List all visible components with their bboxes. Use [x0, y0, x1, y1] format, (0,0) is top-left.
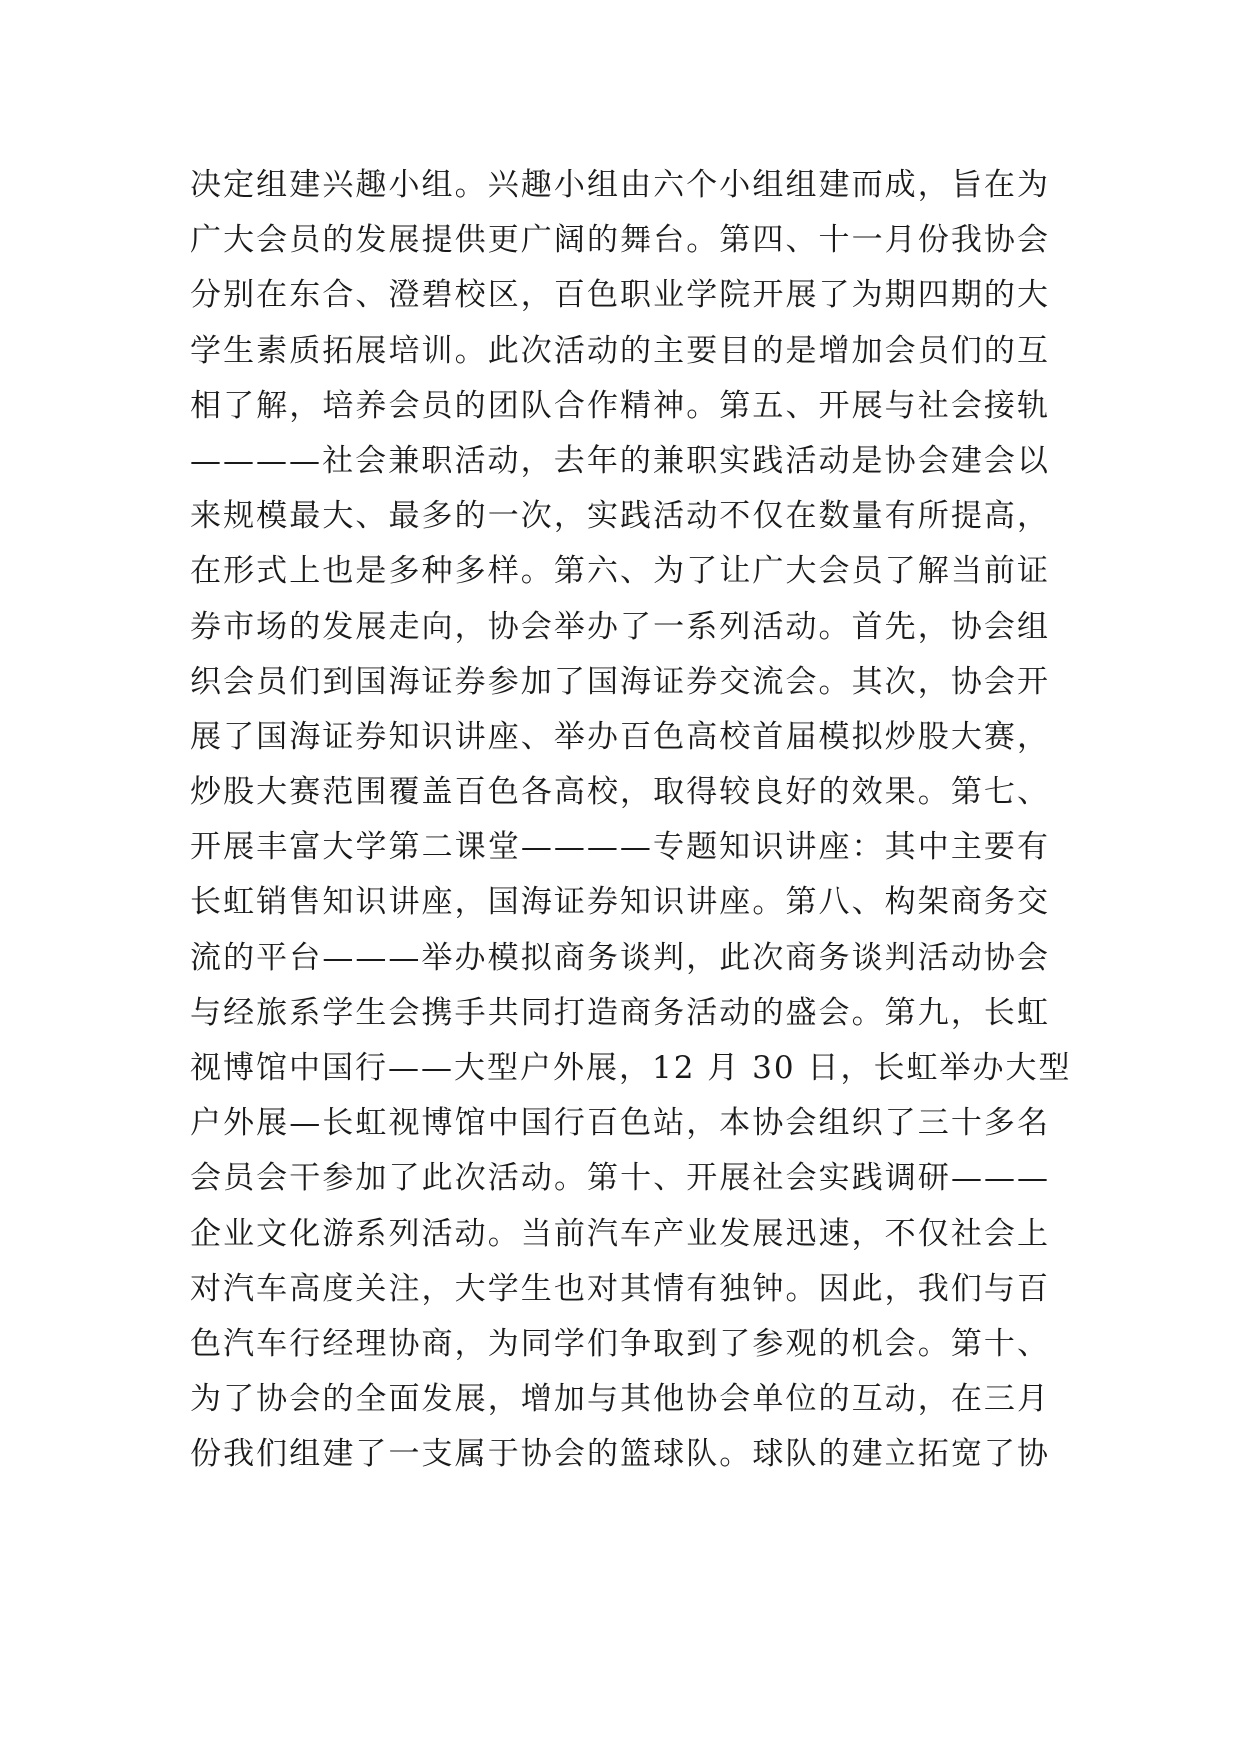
- text-line: 会员会干参加了此次活动。第十、开展社会实践调研———: [190, 1160, 1050, 1197]
- text-line: 开展丰富大学第二课堂————专题知识讲座：其中主要有: [190, 829, 1050, 866]
- text-line: 视博馆中国行——大型户外展，12 月 30 日，长虹举办大型: [190, 1050, 1072, 1086]
- text-line: 券市场的发展走向，协会举办了一系列活动。首先，协会组: [190, 608, 1050, 645]
- text-line: 与经旅系学生会携手共同打造商务活动的盛会。第九，长虹: [190, 994, 1050, 1031]
- text-line: 织会员们到国海证券参加了国海证券交流会。其次，协会开: [190, 663, 1050, 700]
- text-line: 长虹销售知识讲座，国海证券知识讲座。第八、构架商务交: [190, 884, 1050, 921]
- text-line: 为了协会的全面发展，增加与其他协会单位的互动，在三月: [190, 1381, 1050, 1418]
- text-line: 学生素质拓展培训。此次活动的主要目的是增加会员们的互: [190, 332, 1050, 369]
- text-line: 流的平台———举办模拟商务谈判，此次商务谈判活动协会: [190, 939, 1050, 976]
- text-line: 户外展—长虹视博馆中国行百色站，本协会组织了三十多名: [190, 1105, 1050, 1142]
- text-line: 来规模最大、最多的一次，实践活动不仅在数量有所提高，: [190, 498, 1050, 535]
- text-line: 企业文化游系列活动。当前汽车产业发展迅速，不仅社会上: [190, 1215, 1050, 1252]
- text-line: 广大会员的发展提供更广阔的舞台。第四、十一月份我协会: [190, 222, 1050, 259]
- text-line: 分别在东合、澄碧校区，百色职业学院开展了为期四期的大: [190, 277, 1050, 314]
- text-line: 色汽车行经理协商，为同学们争取到了参观的机会。第十、: [190, 1325, 1050, 1362]
- text-line: 决定组建兴趣小组。兴趣小组由六个小组组建而成，旨在为: [190, 167, 1050, 203]
- text-line: 在形式上也是多种多样。第六、为了让广大会员了解当前证: [190, 553, 1050, 590]
- text-line: ————社会兼职活动，去年的兼职实践活动是协会建会以: [190, 442, 1050, 479]
- text-line: 展了国海证券知识讲座、举办百色高校首届模拟炒股大赛，: [190, 718, 1050, 755]
- text-line: 份我们组建了一支属于协会的篮球队。球队的建立拓宽了协: [190, 1436, 1050, 1473]
- text-line: 相了解，培养会员的团队合作精神。第五、开展与社会接轨: [190, 387, 1050, 424]
- text-line: 炒股大赛范围覆盖百色各高校，取得较良好的效果。第七、: [190, 774, 1050, 811]
- text-line: 对汽车高度关注，大学生也对其情有独钟。因此，我们与百: [190, 1270, 1050, 1307]
- body-text: [190, 158, 1072, 1483]
